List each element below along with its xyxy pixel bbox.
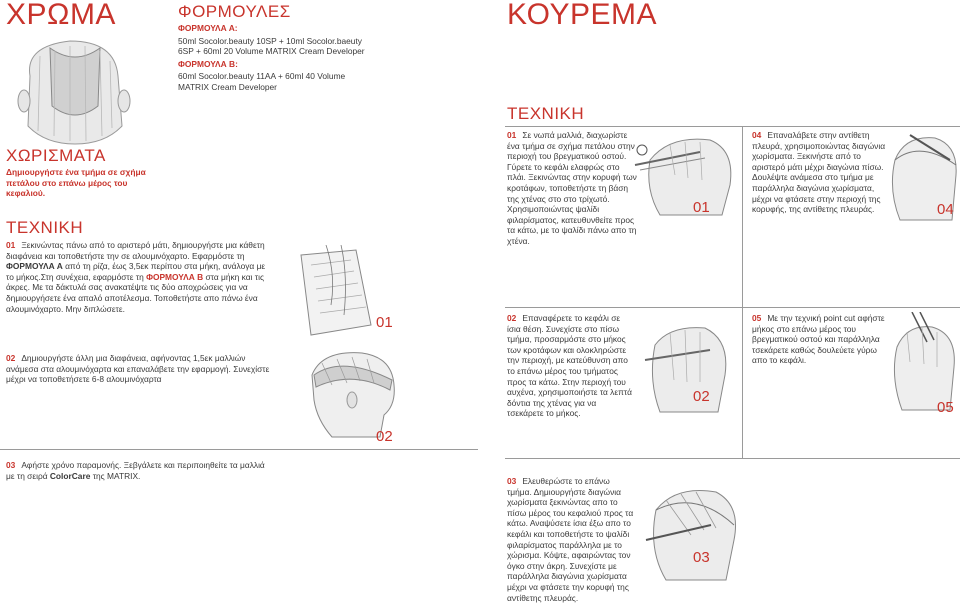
- step-number: 04: [752, 130, 762, 140]
- formulas-block: [178, 2, 438, 93]
- formula-a-line1: 50ml Socolor.beauty 10SP + 10ml Socolor.baeuty: [178, 35, 362, 46]
- step-text: Επαναλάβετε στην αντίθετη πλευρά, χρησιμοποιώντας διαγώνια χωρίσματα. Ξεκινήστε από το αριστερό μάτι μέχρι διαγώνια πίσω. Δουλέψτε ανάμεσα στο τμήμα με παράλληλα διαγώνια χωρίσματα, μέχρι να φτάσετε στην περιοχή της κορυφής, της αντίθετης πλευράς.: [752, 130, 886, 215]
- haircut-image-label-05: 05: [937, 399, 954, 416]
- step-number: 02: [507, 313, 517, 323]
- formula-a-line2: 6SP + 60ml 20 Volume MATRIX Cream Developer: [178, 46, 365, 57]
- divider: [742, 126, 743, 458]
- haircut-step-02: [507, 313, 635, 419]
- step-text: Ξεκινώντας πάνω από το αριστερό μάτι, δημιουργήστε μια κάθετη διαφάνεια και τοποθετήστε την σε αλουμινόχαρτο. Εφαρμόστε τη: [6, 240, 265, 261]
- step-number: 03: [507, 476, 517, 486]
- haircut-technique-title: ΤΕΧΝΙΚΗ: [507, 104, 585, 123]
- comb-scissors-illustration-01: [630, 130, 740, 220]
- haircut-image-label-02: 02: [693, 388, 710, 405]
- formula-a-label: ΦΟΡΜΟΥΛΑ Α:: [178, 23, 238, 33]
- step-number: 03: [6, 460, 16, 470]
- step-number: 05: [752, 313, 762, 323]
- step-text: Με την τεχνική point cut αφήστε μήκος στο επάνω μέρος του βρεγματικού οστού και παράλληλα τσεκάρετε καθώς δουλεύετε γύρω απο το κεφάλι.: [752, 313, 885, 366]
- haircut-image-label-04: 04: [937, 201, 954, 218]
- color-step-03: [6, 460, 268, 481]
- haircut-title: ΚΟΥΡΕΜΑ: [507, 0, 657, 31]
- color-title: ΧΡΩΜΑ: [6, 0, 116, 31]
- step-text: Αφήστε χρόνο παραμονής. Ξεβγάλετε και περιποιηθείτε τα μαλλιά με τη σειρά: [6, 460, 265, 481]
- step-number: 01: [6, 240, 16, 250]
- divider: [505, 126, 960, 127]
- divider: [0, 449, 478, 450]
- divider: [505, 307, 960, 308]
- step-text: της MATRIX.: [90, 470, 141, 481]
- formula-b-label: ΦΟΡΜΟΥΛΑ Β:: [178, 58, 238, 69]
- color-image-label-01: 01: [376, 314, 393, 331]
- haircut-step-03: [507, 476, 635, 603]
- head-top-view-illustration: [10, 36, 140, 146]
- divider: [505, 458, 960, 459]
- formula-b-line1: 60ml Socolor.beauty 11AA + 60ml 40 Volume: [178, 71, 346, 82]
- diagonal-sections-illustration-03: [636, 480, 746, 585]
- back-head-illustration-02: [630, 320, 740, 415]
- formula-b-ref: ΦΟΡΜΟΥΛΑ Β: [146, 271, 204, 282]
- step-text: Δημιουργήστε άλλη μια διαφάνεια, αφήνοντας 1,5εκ μαλλιών ανάμεσα στα αλουμινόχαρτα και επαναλάβετε την εφαρμογή. Συνεχίστε μέχρι να τοποθετήσετε 6-8 αλουμινόχαρτα: [6, 353, 270, 385]
- head-side-view-illustration: [292, 345, 412, 440]
- haircut-image-label-03: 03: [693, 549, 710, 566]
- color-technique-title: ΤΕΧΝΙΚΗ: [6, 218, 84, 237]
- step-number: 01: [507, 130, 517, 140]
- sections-description: Δημιουργήστε ένα τμήμα σε σχήμα πετάλου στο επάνω μέρος του κεφαλιού.: [6, 167, 146, 199]
- color-image-label-02: 02: [376, 428, 393, 445]
- colorcare-brand: ColorCare: [49, 470, 91, 481]
- haircut-step-05: [752, 313, 887, 366]
- step-text: Σε νωπά μαλλιά, διαχωρίστε ένα τμήμα σε σχήμα πετάλου στην περιοχή του βρεγματικού οστού. Γύρετε το κεφάλι ελαφρώς στο πλάι. Ξεκινώντας στην κορυφή των κροτάφων, τοποθετήστε τη βάση της χτένας στο στο τρίχωτό. Χρησιμοποιώντας ψαλίδι φιλαρίσματος, κατευθυνθείτε προς τα κάτω, με το ψαλίδι πάνω απο τη χτένα.: [507, 130, 637, 246]
- color-step-01: [6, 240, 271, 314]
- haircut-image-label-01: 01: [693, 199, 710, 216]
- formula-b-line2: MATRIX Cream Developer: [178, 81, 277, 92]
- point-cut-illustration-05: [882, 312, 960, 412]
- step-text: από τη ρίζα, έως 3,5εκ περίπου στα μήκη, ανάλογα με το μήκος.Στη συνέχεια, εφαρμόστε τη: [6, 261, 266, 282]
- formula-a-ref: ΦΟΡΜΟΥΛΑ Α: [6, 261, 63, 272]
- step-text: Ελευθερώστε το επάνω τμήμα. Δημιουργήστε διαγώνια χωρίσματα ξεκινώντας απο το πίσω μέρος του κεφαλιού προς τα κάτω. Αναψύσετε ίσια έξω απο το κεφάλι και τοποθετήστε το ψαλίδι φιλαρίσματος παράλληλα με το χώρισμα. Κόψτε, αφαιρώντας τον όγκο στην άκρη. Συνεχίστε με παράλληλα διαγώνια χωρίσματα μέχρι να φτάσετε την κορυφή της αντίθετης πλευράς.: [507, 476, 634, 603]
- step-text: στα μήκη και τις άκρες. Με τα δάκτυλά σας ανακατέψτε τις δύο αποχρώσεις για να δημιουργήσετε ένα απαλό αποτέλεσμα. Τοποθετήστε απο πάνω ένα αλουμινόχαρτο. Μην διπλώσετε.: [6, 271, 264, 314]
- color-step-02: [6, 353, 271, 385]
- sections-title: ΧΩΡΙΣΜΑΤΑ: [6, 146, 106, 165]
- step-number: 02: [6, 353, 16, 363]
- formulas-title: ΦΟΡΜΟΥΛΕΣ: [178, 2, 291, 21]
- step-text: Επαναφέρετε το κεφάλι σε ίσια θέση. Συνεχίστε στο πίσω τμήμα, προσαρμόστε στο μήκος των κροτάφων και ολοκληρώστε την περιοχή, με κατεύθυνση απο το επάνω μέρος του τμήματος προς τα κάτω. Στην περιοχή του αυχένα, χρησιμοποιήστε τα λεπτά δόντια της χτένας για να τσεκάρετε το μήκος.: [507, 313, 632, 419]
- haircut-step-01: [507, 130, 639, 247]
- haircut-step-04: [752, 130, 887, 215]
